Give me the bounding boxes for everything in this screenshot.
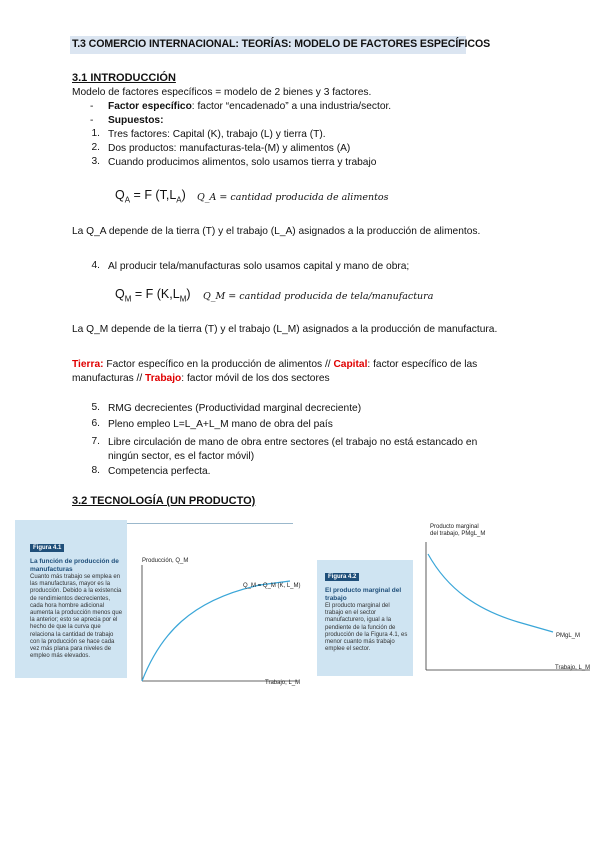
item-number: 8. [91,465,100,476]
item-number: 3. [91,156,100,167]
figure-label: Figura 4.1 [30,544,64,552]
item-text: Pleno empleo L=L_A+L_M mano de obra del país [108,419,333,430]
figure-title: El producto marginal del trabajo [325,587,402,602]
bullet-factor-especifico: Factor específico: factor “encadenado” a una industria/sector. [108,101,392,112]
item-text: Libre circulación de mano de obra entre sectores (el trabajo no está estancado en [108,437,478,448]
section-heading-intro: 3.1 INTRODUCCIÓN [72,72,176,84]
figure-4-1-caption [30,536,124,660]
item-text: Tres factores: Capital (K), trabajo (L) y tierra (T). [108,129,326,140]
item-number: 5. [91,402,100,413]
curve-label: Q_M = Q_M (K, L_M) [243,583,301,589]
factors-line-2: manufacturas // Trabajo: factor móvil de los dos sectores [72,373,330,384]
production-curve [142,581,290,681]
figure-4-2-caption [325,565,409,653]
bullet-dash: - [90,115,94,126]
formula-manufactura: $Q_M = F$ $(K,L_M)$ [115,287,191,304]
figure-4-2-chart [418,540,593,680]
figure-label: Figura 4.2 [325,573,359,581]
formula-manufactura-note: Q_M = cantidad producida de tela/manufactura [203,291,434,302]
intro-text: Modelo de factores específicos = modelo de 2 bienes y 3 factores. [72,87,372,98]
figure-4-1-chart [130,555,300,690]
item-text: Dos productos: manufacturas-tela-(M) y alimentos (A) [108,143,351,154]
item-text-continued: ningún sector, es el factor móvil) [108,451,255,462]
paragraph-qa: La Q_A depende de la tierra (T) y el trabajo (L_A) asignados a la producción de alimentos. [72,226,481,237]
item-text: Cuando producimos alimentos, solo usamos tierra y trabajo [108,157,377,168]
figure-title: La función de producción de manufacturas [30,558,119,573]
item-text: Competencia perfecta. [108,466,211,477]
item-number: 4. [91,260,100,271]
item-text: RMG decrecientes (Productividad marginal decreciente) [108,403,362,414]
item-number: 7. [91,436,100,447]
marginal-product-curve [428,554,553,632]
x-axis-label: Trabajo, L_M [265,680,301,686]
bullet-supuestos: Supuestos: [108,115,164,126]
item-number: 2. [91,142,100,153]
figure-body: El producto marginal del trabajo en el sector manufacturero, igual a la pendiente de la función de producción de la Figura 4.1, es menor cuanto más trabajo emplee el sector. [325,603,408,653]
y-axis-label: Producción, Q_M [142,558,189,564]
paragraph-qm: La Q_M depende de la tierra (T) y el trabajo (L_M) asignados a la producción de manufactura. [72,324,498,335]
y-axis-label-line-1: Producto marginal [430,524,479,530]
x-axis-label: Trabajo, L_M [555,665,591,671]
item-number: 1. [91,128,100,139]
item-number: 6. [91,418,100,429]
y-axis-label-line-2: del trabajo, PMgL_M [430,531,486,537]
formula-alimentos: $Q_A = F$ $(T,L_A)$ [115,188,186,205]
item-text: Al producir tela/manufacturas solo usamos capital y mano de obra; [108,261,410,272]
curve-label: PMgL_M [556,633,581,639]
bullet-dash: - [90,101,94,112]
section-heading-tecnologia: 3.2 TECNOLOGÍA (UN PRODUCTO) [72,495,256,507]
formula-alimentos-note: Q_A = cantidad producida de alimentos [197,192,389,203]
factors-line-1: Tierra: Factor específico en la producción de alimentos // Capital: factor específico de las [72,359,478,370]
page-title: T.3 COMERCIO INTERNACIONAL: TEORÍAS: MODELO DE FACTORES ESPECÍFICOS [72,38,491,50]
figure-body: Cuanto más trabajo se emplea en las manufacturas, mayor es la producción. Debido a la existencia de rendimientos decrecientes, cada hora hombre adicional aumenta la producción menos que la anterior; esto se aprecia por el hecho de que la curva que relaciona la cantidad de trabajo con la producción se hace cada vez más plana para niveles de empleo más elevados. [30,574,123,660]
